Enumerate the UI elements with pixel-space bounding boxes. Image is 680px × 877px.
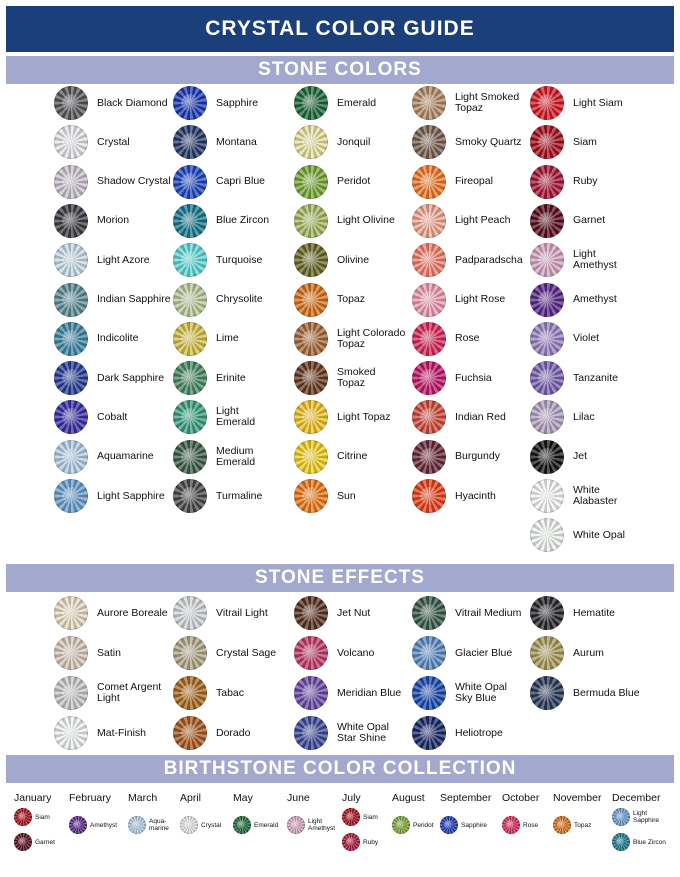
- swatch-label: Montana: [216, 135, 257, 148]
- swatch-color-2-9: [294, 440, 367, 474]
- crystal-swatch-icon: [530, 204, 564, 238]
- crystal-swatch-icon: [412, 86, 446, 120]
- swatch-label: Jet: [573, 450, 588, 463]
- crystal-swatch-icon: [412, 243, 446, 277]
- crystal-swatch-icon: [412, 636, 446, 670]
- crystal-swatch-icon: [54, 479, 88, 513]
- crystal-swatch-icon: [440, 816, 458, 834]
- crystal-swatch-icon: [54, 676, 88, 710]
- crystal-swatch-icon: [54, 596, 88, 630]
- crystal-swatch-icon: [287, 816, 305, 834]
- birthstone-swatch-label: Peridot: [413, 821, 434, 829]
- birthstone-swatch: [233, 816, 278, 834]
- swatch-effect-2-0: [294, 596, 370, 630]
- birthstone-month-label: August: [392, 792, 425, 804]
- swatch-label: Dark Sapphire: [97, 371, 165, 384]
- crystal-swatch-icon: [173, 204, 207, 238]
- swatch-effect-0-2: [54, 676, 161, 710]
- swatch-label: Cobalt: [97, 410, 128, 423]
- swatch-label: Fuchsia: [455, 371, 492, 384]
- birthstone-swatch-label: Rose: [523, 821, 539, 829]
- swatch-color-3-5: [412, 283, 505, 317]
- crystal-swatch-icon: [233, 816, 251, 834]
- swatch-color-0-5: [54, 283, 171, 317]
- swatch-label: Violet: [573, 332, 600, 345]
- swatch-color-1-9: [173, 440, 255, 474]
- swatch-label: Olivine: [337, 253, 370, 266]
- swatch-color-2-0: [294, 86, 376, 120]
- birthstone-swatch: [14, 833, 55, 851]
- crystal-swatch-icon: [173, 125, 207, 159]
- swatch-label: Satin: [97, 646, 121, 659]
- swatch-label: Meridian Blue: [337, 686, 402, 699]
- crystal-swatch-icon: [612, 833, 630, 851]
- crystal-swatch-icon: [530, 86, 564, 120]
- birthstone-month-label: September: [440, 792, 492, 804]
- crystal-swatch-icon: [173, 596, 207, 630]
- swatch-label: Morion: [97, 214, 130, 227]
- swatch-label: Sapphire: [216, 96, 259, 109]
- swatch-effect-1-0: [173, 596, 268, 630]
- crystal-swatch-icon: [412, 440, 446, 474]
- birthstone-swatch: [342, 808, 378, 826]
- swatch-color-4-10: [530, 479, 617, 513]
- swatch-color-0-7: [54, 361, 164, 395]
- crystal-swatch-icon: [54, 636, 88, 670]
- swatch-effect-3-0: [412, 596, 521, 630]
- swatch-color-2-1: [294, 125, 370, 159]
- crystal-swatch-icon: [54, 125, 88, 159]
- crystal-swatch-icon: [173, 165, 207, 199]
- section-header-birthstone: BIRTHSTONE COLOR COLLECTION: [6, 755, 674, 783]
- swatch-color-3-4: [412, 243, 523, 277]
- swatch-label: Garnet: [573, 214, 606, 227]
- swatch-color-4-6: [530, 322, 599, 356]
- crystal-swatch-icon: [530, 400, 564, 434]
- swatch-color-1-1: [173, 125, 257, 159]
- birthstone-month-label: May: [233, 792, 253, 804]
- swatch-label: Light Amethyst: [573, 248, 617, 272]
- birthstone-swatch-label: Siam: [35, 813, 50, 821]
- crystal-swatch-icon: [54, 400, 88, 434]
- swatch-effect-3-3: [412, 716, 503, 750]
- birthstone-swatch-label: Aqua- marine: [149, 818, 169, 832]
- swatch-color-4-5: [530, 283, 617, 317]
- swatch-effect-1-2: [173, 676, 244, 710]
- swatch-label: Shadow Crystal: [97, 175, 171, 188]
- birthstone-swatch-label: Emerald: [254, 821, 279, 829]
- birthstone-month-label: October: [502, 792, 540, 804]
- swatch-label: Light Siam: [573, 96, 623, 109]
- crystal-swatch-icon: [530, 243, 564, 277]
- crystal-swatch-icon: [530, 518, 564, 552]
- birthstone-swatch-label: Sapphire: [461, 821, 488, 829]
- page-title: CRYSTAL COLOR GUIDE: [6, 6, 674, 52]
- swatch-color-3-2: [412, 165, 493, 199]
- swatch-color-4-2: [530, 165, 598, 199]
- swatch-label: Vitrail Light: [216, 606, 268, 619]
- birthstone-month-label: January: [14, 792, 52, 804]
- crystal-swatch-icon: [294, 125, 328, 159]
- swatch-color-3-3: [412, 204, 510, 238]
- swatch-effect-4-2: [530, 676, 640, 710]
- birthstone-swatch: [392, 816, 434, 834]
- crystal-swatch-icon: [173, 440, 207, 474]
- swatch-color-4-11: [530, 518, 625, 552]
- swatch-color-2-2: [294, 165, 370, 199]
- birthstone-swatch: [612, 833, 666, 851]
- crystal-swatch-icon: [412, 676, 446, 710]
- swatch-label: Light Sapphire: [97, 489, 165, 502]
- swatch-label: Citrine: [337, 450, 368, 463]
- crystal-swatch-icon: [530, 165, 564, 199]
- crystal-swatch-icon: [294, 322, 328, 356]
- swatch-color-3-7: [412, 361, 492, 395]
- swatch-label: Glacier Blue: [455, 646, 513, 659]
- crystal-swatch-icon: [342, 833, 360, 851]
- crystal-swatch-icon: [553, 816, 571, 834]
- birthstone-swatch-label: Topaz: [574, 821, 592, 829]
- crystal-swatch-icon: [530, 596, 564, 630]
- swatch-effect-1-3: [173, 716, 250, 750]
- crystal-swatch-icon: [69, 816, 87, 834]
- swatch-effect-2-2: [294, 676, 401, 710]
- swatch-label: Capri Blue: [216, 175, 266, 188]
- crystal-swatch-icon: [530, 440, 564, 474]
- swatch-color-1-8: [173, 400, 255, 434]
- crystal-swatch-icon: [412, 283, 446, 317]
- crystal-swatch-icon: [54, 243, 88, 277]
- swatch-color-0-10: [54, 479, 165, 513]
- crystal-swatch-icon: [412, 400, 446, 434]
- birthstone-swatch: [14, 808, 50, 826]
- swatch-label: Ruby: [573, 175, 598, 188]
- swatch-effect-3-1: [412, 636, 512, 670]
- birthstone-month-label: December: [612, 792, 661, 804]
- swatch-label: Light Peach: [455, 214, 511, 227]
- swatch-label: Dorado: [216, 726, 251, 739]
- swatch-label: Hyacinth: [455, 489, 496, 502]
- swatch-label: Topaz: [337, 293, 366, 305]
- swatch-label: Crystal: [97, 135, 130, 148]
- swatch-color-3-6: [412, 322, 480, 356]
- swatch-color-1-3: [173, 204, 269, 238]
- crystal-swatch-icon: [612, 808, 630, 826]
- swatch-label: Light Azore: [97, 253, 150, 266]
- crystal-swatch-icon: [294, 596, 328, 630]
- birthstone-swatch: [342, 833, 378, 851]
- swatch-color-1-7: [173, 361, 246, 395]
- swatch-effect-0-1: [54, 636, 121, 670]
- swatch-label: Burgundy: [455, 450, 500, 463]
- swatch-label: Hematite: [573, 606, 616, 619]
- swatch-label: White Alabaster: [573, 484, 618, 507]
- swatch-label: Volcano: [337, 646, 375, 659]
- crystal-swatch-icon: [342, 808, 360, 826]
- crystal-swatch-icon: [412, 204, 446, 238]
- crystal-swatch-icon: [294, 479, 328, 513]
- section-header-stone-effects: STONE EFFECTS: [6, 564, 674, 592]
- birthstone-swatch-label: Amethyst: [90, 821, 118, 829]
- birthstone-swatch-label: Crystal: [201, 821, 222, 829]
- birthstone-swatch: [553, 816, 591, 834]
- crystal-swatch-icon: [54, 440, 88, 474]
- swatch-color-0-4: [54, 243, 150, 277]
- swatch-effect-4-1: [530, 636, 604, 670]
- crystal-swatch-icon: [173, 243, 207, 277]
- swatch-label: Indian Red: [455, 410, 506, 423]
- swatch-effect-4-0: [530, 596, 615, 630]
- swatch-color-3-1: [412, 125, 522, 159]
- swatch-label: Turmaline: [216, 489, 263, 502]
- swatch-label: Siam: [573, 135, 597, 148]
- crystal-swatch-icon: [412, 479, 446, 513]
- crystal-swatch-icon: [294, 86, 328, 120]
- birthstone-swatch-label: Garnet: [35, 838, 55, 846]
- crystal-swatch-icon: [530, 676, 564, 710]
- crystal-swatch-icon: [530, 322, 564, 356]
- swatch-color-1-0: [173, 86, 258, 120]
- crystal-swatch-icon: [173, 400, 207, 434]
- swatch-color-2-3: [294, 204, 395, 238]
- swatch-label: Vitrail Medium: [455, 606, 522, 619]
- swatch-color-2-7: [294, 361, 376, 395]
- crystal-swatch-icon: [392, 816, 410, 834]
- birthstone-swatch: [180, 816, 221, 834]
- swatch-label: Aquamarine: [97, 450, 154, 463]
- crystal-swatch-icon: [54, 86, 88, 120]
- crystal-swatch-icon: [294, 676, 328, 710]
- swatch-label: Lilac: [573, 410, 595, 423]
- swatch-label: Light Topaz: [337, 410, 391, 423]
- swatch-color-4-1: [530, 125, 597, 159]
- swatch-color-2-8: [294, 400, 391, 434]
- crystal-swatch-icon: [173, 86, 207, 120]
- crystal-swatch-icon: [530, 361, 564, 395]
- swatch-color-0-0: [54, 86, 168, 120]
- swatch-color-3-10: [412, 479, 496, 513]
- swatch-label: White Opal Sky Blue: [455, 681, 507, 704]
- swatch-label: Light Colorado Topaz: [337, 326, 406, 350]
- swatch-color-1-6: [173, 322, 239, 356]
- birthstone-month-label: November: [553, 792, 602, 804]
- swatch-label: Jonquil: [337, 135, 371, 148]
- crystal-swatch-icon: [530, 125, 564, 159]
- crystal-swatch-icon: [173, 676, 207, 710]
- swatch-label: Padparadscha: [455, 253, 523, 266]
- swatch-label: White Opal Star Shine: [337, 721, 389, 744]
- birthstone-swatch: [128, 816, 169, 834]
- swatch-color-3-0: [412, 86, 519, 120]
- crystal-swatch-icon: [294, 361, 328, 395]
- swatch-label: White Opal: [573, 528, 625, 541]
- swatch-color-2-6: [294, 322, 405, 356]
- swatch-color-1-2: [173, 165, 265, 199]
- swatch-label: Light Olivine: [337, 214, 395, 227]
- swatch-label: Rose: [455, 332, 480, 345]
- swatch-color-0-9: [54, 440, 154, 474]
- crystal-swatch-icon: [294, 400, 328, 434]
- birthstone-swatch-label: Siam: [363, 813, 378, 821]
- swatch-label: Heliotrope: [455, 726, 503, 739]
- crystal-swatch-icon: [54, 716, 88, 750]
- swatch-effect-1-1: [173, 636, 276, 670]
- crystal-swatch-icon: [54, 361, 88, 395]
- swatch-color-3-8: [412, 400, 506, 434]
- swatch-label: Medium Emerald: [216, 444, 256, 468]
- birthstone-swatch: [502, 816, 538, 834]
- swatch-label: Smoky Quartz: [455, 135, 522, 148]
- swatch-color-2-4: [294, 243, 369, 277]
- swatch-label: Emerald: [337, 96, 377, 109]
- swatch-label: Turquoise: [216, 253, 263, 266]
- swatch-effect-3-2: [412, 676, 507, 710]
- swatch-color-4-3: [530, 204, 605, 238]
- birthstone-swatch-label: Blue Zircon: [633, 838, 666, 846]
- crystal-swatch-icon: [173, 361, 207, 395]
- swatch-color-1-4: [173, 243, 262, 277]
- birthstone-swatch-label: Light Sapphire: [633, 810, 660, 824]
- swatch-color-4-9: [530, 440, 587, 474]
- swatch-color-4-8: [530, 400, 595, 434]
- birthstone-swatch: [440, 816, 487, 834]
- crystal-swatch-icon: [54, 322, 88, 356]
- swatch-color-0-3: [54, 204, 129, 238]
- crystal-swatch-icon: [294, 716, 328, 750]
- swatch-color-1-5: [173, 283, 263, 317]
- swatch-color-4-0: [530, 86, 623, 120]
- swatch-effect-0-0: [54, 596, 168, 630]
- swatch-color-3-9: [412, 440, 500, 474]
- crystal-swatch-icon: [54, 204, 88, 238]
- swatch-label: Bermuda Blue: [573, 686, 640, 699]
- swatch-label: Comet Argent Light: [97, 681, 162, 704]
- swatch-label: Light Emerald: [216, 405, 256, 429]
- swatch-label: Black Diamond: [97, 96, 168, 109]
- section-header-stone-colors: STONE COLORS: [6, 56, 674, 84]
- swatch-label: Aurum: [573, 646, 604, 659]
- swatch-label: Light Rose: [455, 293, 506, 305]
- swatch-label: Smoked Topaz: [337, 366, 376, 390]
- crystal-swatch-icon: [14, 808, 32, 826]
- crystal-swatch-icon: [412, 716, 446, 750]
- birthstone-swatch: [69, 816, 117, 834]
- crystal-swatch-icon: [412, 596, 446, 630]
- crystal-swatch-icon: [530, 479, 564, 513]
- swatch-label: Light Smoked Topaz: [455, 91, 520, 114]
- crystal-swatch-icon: [530, 636, 564, 670]
- crystal-swatch-icon: [294, 165, 328, 199]
- swatch-effect-0-3: [54, 716, 146, 750]
- crystal-swatch-icon: [412, 322, 446, 356]
- swatch-label: Peridot: [337, 175, 371, 188]
- swatch-label: Tanzanite: [573, 371, 618, 384]
- swatch-label: Indian Sapphire: [97, 293, 171, 305]
- crystal-swatch-icon: [412, 165, 446, 199]
- swatch-label: Blue Zircon: [216, 214, 270, 227]
- swatch-effect-2-3: [294, 716, 389, 750]
- birthstone-month-label: March: [128, 792, 158, 804]
- crystal-swatch-icon: [173, 636, 207, 670]
- swatch-label: Sun: [337, 489, 356, 502]
- swatch-color-2-10: [294, 479, 356, 513]
- swatch-color-0-8: [54, 400, 127, 434]
- swatch-label: Jet Nut: [337, 606, 371, 619]
- swatch-color-0-1: [54, 125, 130, 159]
- swatch-label: Aurore Boreale: [97, 606, 168, 619]
- crystal-swatch-icon: [54, 283, 88, 317]
- swatch-label: Crystal Sage: [216, 646, 277, 659]
- crystal-swatch-icon: [128, 816, 146, 834]
- swatch-color-0-2: [54, 165, 171, 199]
- swatch-label: Fireopal: [455, 175, 493, 188]
- crystal-swatch-icon: [294, 283, 328, 317]
- birthstone-swatch-label: Light Amethyst: [308, 818, 336, 832]
- crystal-swatch-icon: [173, 283, 207, 317]
- swatch-effect-2-1: [294, 636, 374, 670]
- swatch-color-1-10: [173, 479, 262, 513]
- birthstone-swatch: [287, 816, 335, 834]
- crystal-swatch-icon: [412, 125, 446, 159]
- crystal-swatch-icon: [173, 479, 207, 513]
- birthstone-swatch-label: Ruby: [363, 838, 379, 846]
- swatch-label: Lime: [216, 332, 239, 345]
- crystal-swatch-icon: [54, 165, 88, 199]
- swatch-label: Mat-Finish: [97, 726, 147, 739]
- crystal-swatch-icon: [412, 361, 446, 395]
- crystal-swatch-icon: [502, 816, 520, 834]
- swatch-color-2-5: [294, 283, 365, 317]
- crystal-swatch-icon: [14, 833, 32, 851]
- swatch-label: Amethyst: [573, 293, 617, 305]
- crystal-swatch-icon: [173, 322, 207, 356]
- birthstone-month-label: June: [287, 792, 310, 804]
- crystal-swatch-icon: [294, 243, 328, 277]
- swatch-color-4-7: [530, 361, 618, 395]
- swatch-label: Indicolite: [97, 332, 139, 345]
- swatch-label: Chrysolite: [216, 293, 263, 305]
- swatch-color-0-6: [54, 322, 138, 356]
- birthstone-month-label: July: [342, 792, 361, 804]
- crystal-swatch-icon: [294, 636, 328, 670]
- swatch-label: Erinite: [216, 371, 246, 384]
- swatch-label: Tabac: [216, 686, 245, 699]
- birthstone-month-label: April: [180, 792, 202, 804]
- crystal-swatch-icon: [180, 816, 198, 834]
- swatch-color-4-4: [530, 243, 617, 277]
- birthstone-swatch: [612, 808, 659, 826]
- crystal-swatch-icon: [173, 716, 207, 750]
- birthstone-month-label: February: [69, 792, 112, 804]
- crystal-swatch-icon: [530, 283, 564, 317]
- crystal-swatch-icon: [294, 204, 328, 238]
- crystal-swatch-icon: [294, 440, 328, 474]
